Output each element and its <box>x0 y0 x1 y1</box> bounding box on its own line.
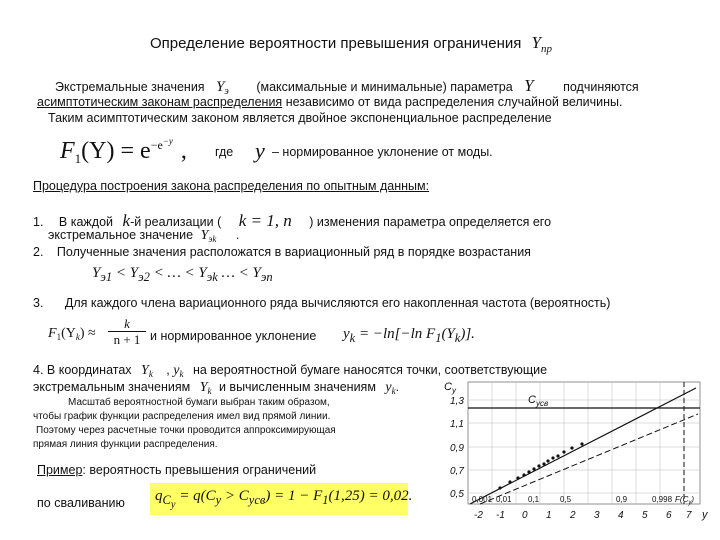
data-point <box>522 473 525 476</box>
intro-line-3: Таким асимптотическим законом является двойное экспоненциальное распределение <box>48 111 552 125</box>
step-1-text-d: экстремальное значение <box>48 228 194 242</box>
step-1-number: 1. <box>33 215 44 229</box>
title-symbol: Y <box>531 33 542 52</box>
step-3-text: Для каждого члена вариационного ряда вычисляются его накопленная частота (вероятность) <box>64 296 611 310</box>
step-4-line-2: экстремальным значениям $Y_k$ и вычисленным значениям $y_k$. <box>33 380 400 396</box>
y-tick-label: 1,1 <box>450 419 464 430</box>
fraction-numerator: k <box>108 316 146 332</box>
step-1-range: k = 1, n <box>238 211 292 230</box>
x-tick-label: -2 <box>474 510 483 521</box>
x-axis-label: y <box>702 509 708 521</box>
f1-exp: −e <box>150 138 163 152</box>
normalized-deviation-formula: $y_k = -\ln[-\ln$ $F_1(Y_k)$]. <box>343 326 475 345</box>
accumulated-frequency-formula <box>48 326 96 342</box>
step-2-number: 2. <box>33 245 44 259</box>
bound-dashed-line <box>480 414 698 504</box>
x-tick-label: 2 <box>570 510 576 521</box>
intro-text-rest: независимо от вида распределения случайной величины. <box>285 95 623 109</box>
data-point <box>498 486 501 489</box>
title-text: Определение вероятности превышения ограничения <box>150 35 522 52</box>
step-4-symbol-Y2-sub: k <box>207 386 212 396</box>
formula1-y-symbol: y <box>255 138 265 163</box>
step-4-symbol-y2: y <box>385 380 392 395</box>
chart-frame <box>468 382 700 504</box>
step-4-text-d: и вычисленным значениям <box>218 380 376 394</box>
x-tick-label: 0 <box>522 510 528 521</box>
title-symbol-sub: пр <box>541 43 553 55</box>
example-text: : вероятность превышения ограничений <box>82 463 317 477</box>
step-4-symbol-y-sub: k <box>179 369 184 379</box>
data-point <box>508 480 511 483</box>
cy-sv-label: $C_{yсв}$ <box>528 394 549 408</box>
note-line-3: Поэтому через расчетные точки проводится аппроксимирующая <box>36 425 336 436</box>
x-tick-label: 5 <box>642 510 648 521</box>
formula-f1 <box>60 136 187 167</box>
acc-f-arg: (Y <box>61 326 76 341</box>
note-line-4: прямая линия функции распределения. <box>33 439 218 450</box>
fraction <box>108 316 146 347</box>
procedure-heading: Процедура построения закона распределения по опытным данным: <box>33 179 430 193</box>
example-label: Пример <box>37 463 83 477</box>
probability-tick: 0,5 <box>560 495 572 504</box>
step-4-comma: , <box>166 363 170 377</box>
acc-f-letter: F <box>48 326 57 341</box>
data-point <box>570 446 573 449</box>
data-point <box>516 476 519 479</box>
exceedance-probability-formula: $q_{C_y} = q(C_y > C_{yсв}) = 1 - F_1(1,25) = 0,02$. <box>155 488 413 511</box>
probability-tick: 0,01 <box>496 495 512 504</box>
x-tick-label: 6 <box>666 510 672 521</box>
intro-text-a: Экстремальные значения <box>55 80 205 94</box>
acc-f-sub: 1 <box>56 332 62 342</box>
step-1-text-a: В каждой <box>58 215 114 229</box>
data-point <box>556 454 559 457</box>
x-tick-label: 3 <box>594 510 600 521</box>
intro-symbol-ye: Y <box>216 79 225 95</box>
data-point <box>551 456 554 459</box>
y-axis-label: $C_y$ <box>444 381 456 395</box>
normalized-deviation-label: и нормированное уклонение <box>150 329 317 343</box>
step-1-symbol-k: k <box>122 211 131 230</box>
step-4-text-a: 4. В координатах <box>33 363 132 377</box>
intro-text-b: (максимальные и минимальные) параметра <box>256 80 513 94</box>
probability-paper-chart <box>440 378 712 530</box>
example-sub-text: по сваливанию <box>37 496 125 510</box>
note-line-2: чтобы график функции распределения имел вид прямой линии. <box>33 411 331 422</box>
f1-arg: (Y) = e <box>81 138 151 164</box>
variation-series: $Y_{э1} < Y_{э2}$ < … < $Y_{эk}$ … < $Y_{эn}$ <box>92 265 273 284</box>
page-title <box>150 33 552 55</box>
data-point <box>542 462 545 465</box>
f1-comma: , <box>180 138 187 164</box>
x-tick-label: 1 <box>546 510 552 521</box>
step-4-symbol-Y2: Y <box>199 380 208 395</box>
step-4-symbol-y2-sub: k <box>391 386 396 396</box>
y-tick-label: 1,3 <box>450 396 464 407</box>
data-points <box>498 442 583 489</box>
step-3-number: 3. <box>33 296 44 310</box>
formula1-description: – нормированное уклонение от моды. <box>272 145 493 159</box>
step-1-dot: . <box>235 228 240 242</box>
fraction-denominator: n + 1 <box>113 332 141 347</box>
step-4-symbol-y: y <box>173 363 180 378</box>
acc-f-close: ) ≈ <box>79 326 96 341</box>
f1-exp2: −y <box>162 136 173 146</box>
y-tick-label: 0,5 <box>450 489 464 500</box>
probability-tick: 0,9 <box>616 495 628 504</box>
y-tick-label: 0,9 <box>450 443 464 454</box>
step-4-text-b: на вероятностной бумаге наносятся точки, соответствующие <box>192 363 548 377</box>
data-point <box>546 459 549 462</box>
step-3-line <box>33 296 610 311</box>
intro-symbol-ye-sub: э <box>224 86 229 97</box>
approximation-line <box>470 388 696 504</box>
intro-symbol-y: Y <box>524 76 534 95</box>
step-4-symbol-Y-sub: k <box>148 369 153 379</box>
x-tick-label: 7 <box>686 510 692 521</box>
data-point <box>527 470 530 473</box>
step-2-line <box>33 245 531 260</box>
note-line-1: Масштаб вероятностной бумаги выбран таким образом, <box>68 397 330 408</box>
f1-letter: F <box>60 138 75 164</box>
x-tick-label: -1 <box>496 510 505 521</box>
step-1-text-b: -й реализации ( <box>130 215 222 229</box>
step-4-text-c: экстремальным значениям <box>33 380 191 394</box>
probability-tick: 0,1 <box>528 495 540 504</box>
data-point <box>537 464 540 467</box>
step-4-symbol-Y: Y <box>141 363 149 378</box>
data-point <box>532 467 535 470</box>
data-point <box>562 450 565 453</box>
step-1-text-c: ) изменения параметра определяется его <box>309 215 552 229</box>
probability-tick: 0,998 $F(C_y)$ <box>652 495 695 506</box>
step-1-symbol-sub: эk <box>208 234 217 244</box>
step-1-symbol-y: Y <box>200 228 209 243</box>
y-tick-label: 0,7 <box>450 466 464 477</box>
example-line <box>37 463 316 478</box>
x-tick-label: 4 <box>618 510 624 521</box>
acc-f-argsub: k <box>75 332 80 342</box>
data-point <box>580 442 583 445</box>
intro-line-2 <box>37 95 623 110</box>
intro-text-c: подчиняются <box>563 80 639 94</box>
probability-tick: 0,001 <box>472 495 493 504</box>
intro-underlined-text: асимптотическим законам распределения <box>37 95 283 109</box>
formula1-where: где <box>215 145 234 159</box>
f1-sub: 1 <box>74 151 82 166</box>
step-2-text: Полученные значения расположатся в вариационный ряд в порядке возрастания <box>56 245 531 259</box>
